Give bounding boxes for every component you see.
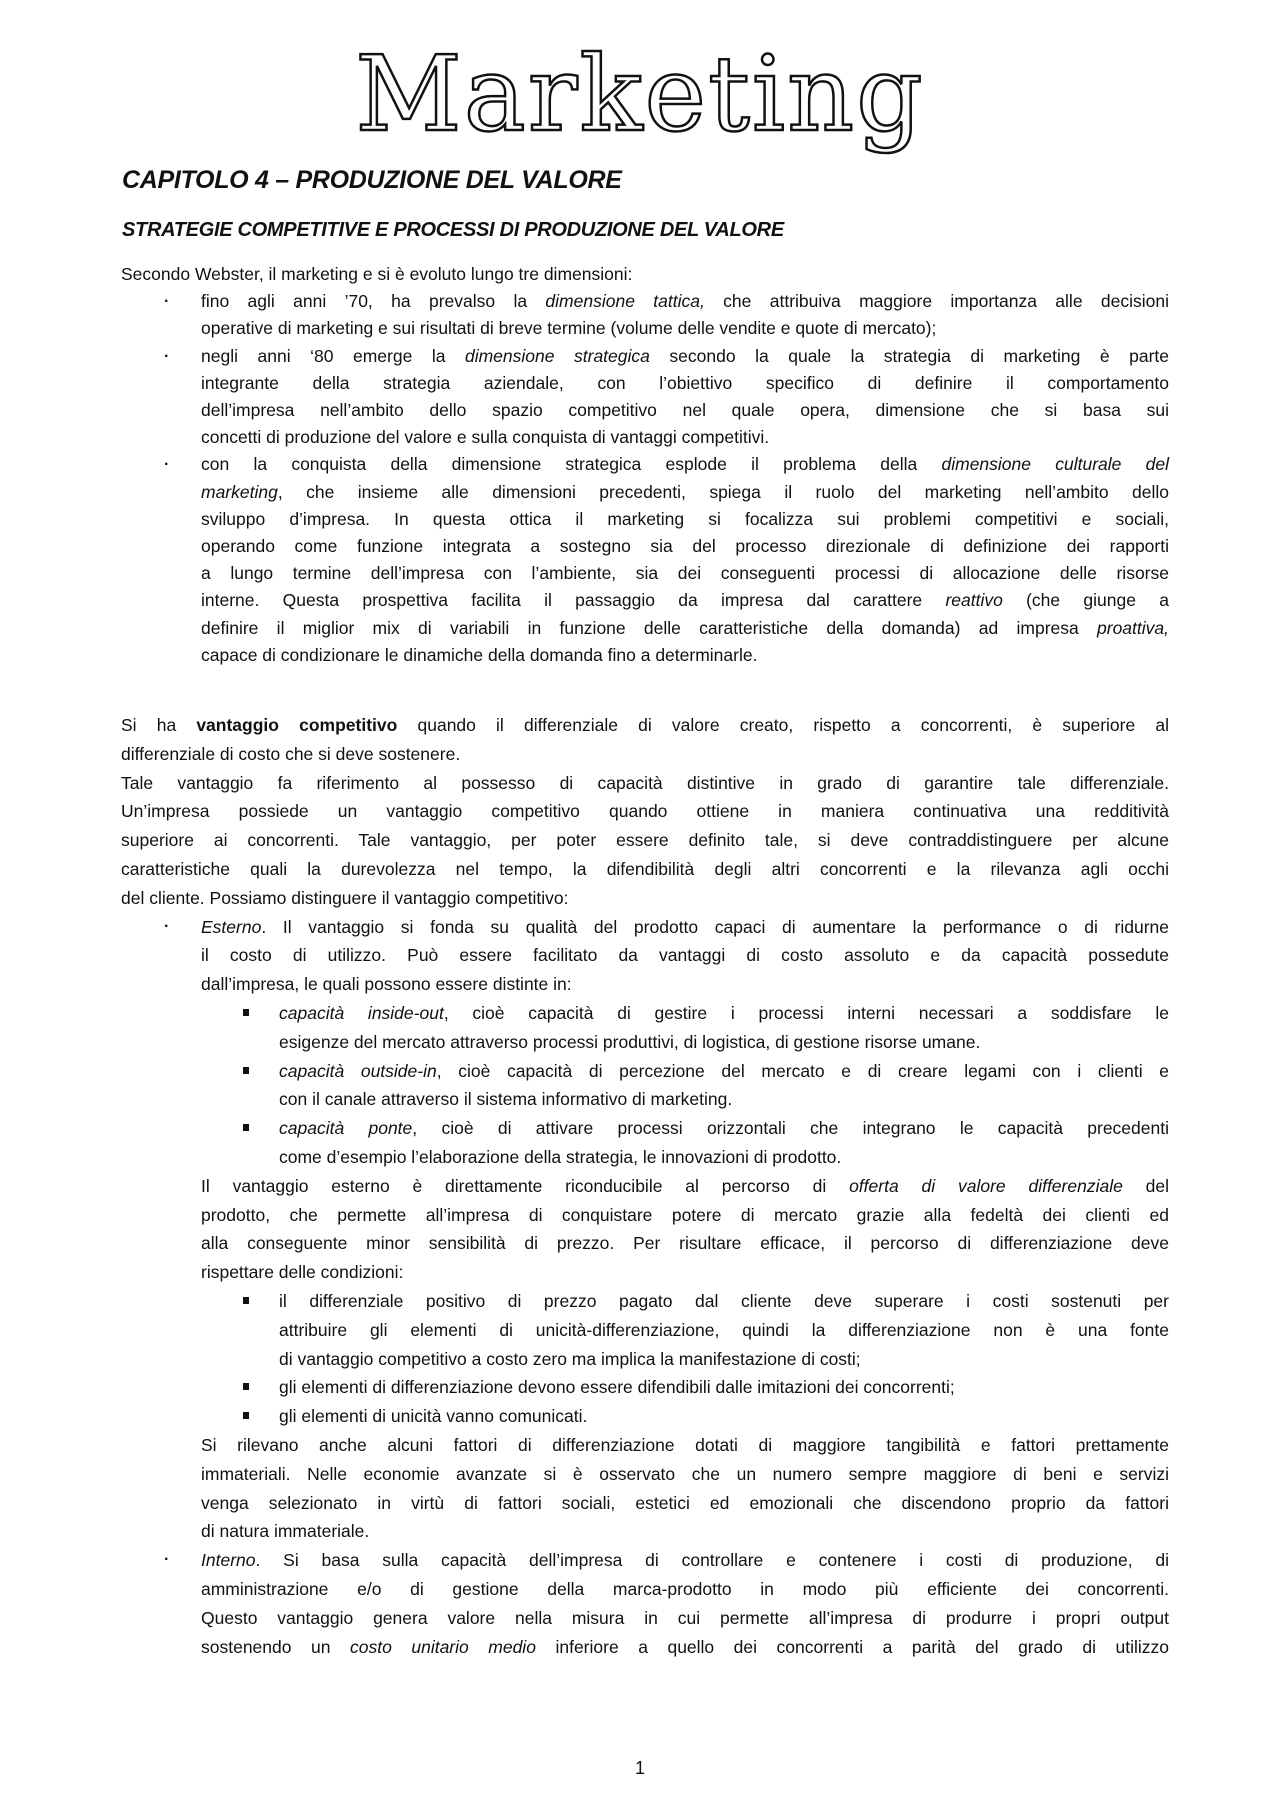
text: operative di marketing e sui risultati di breve termine (volume delle vendite e quote di mercato); [201, 318, 937, 339]
text-line [279, 1373, 1169, 1402]
text: Si ha [121, 715, 197, 735]
text-line [279, 1028, 1169, 1057]
text-line [279, 1316, 1169, 1345]
text: capace di condizionare le dinamiche della domanda fino a determinarle. [201, 644, 758, 665]
text: gli elementi di differenziazione devono essere difendibili dalle imitazioni dei concorrenti; [279, 1377, 955, 1398]
text: di vantaggio competitivo a costo zero ma implica la manifestazione di costi; [279, 1348, 861, 1369]
list-item [121, 343, 1169, 452]
text-line [201, 397, 1169, 424]
bold-text: vantaggio competitivo [196, 715, 398, 735]
list-item [121, 1287, 1169, 1373]
text-line [201, 315, 1169, 342]
text: , cioè capacità di percezione del mercato e di creare legami con i clienti e [436, 1060, 1170, 1081]
list-item [121, 913, 1169, 999]
body-section-webster [121, 261, 1169, 669]
text-line [201, 615, 1169, 642]
text-line [121, 769, 1169, 798]
bullet-dot-icon: · [164, 456, 170, 474]
text: , cioè capacità di gestire i processi interni necessari a soddisfare le [443, 1002, 1170, 1023]
text-line [121, 797, 1169, 826]
text: , cioè di attivare processi orizzontali che integrano le capacità precedenti [412, 1118, 1169, 1139]
text: immateriali. Nelle economie avanzate si è osservato che un numero sempre maggiore di beni e servizi [201, 1463, 1169, 1484]
text-line [201, 1633, 1169, 1662]
bullet-square-icon [243, 1067, 249, 1074]
text: con il canale attraverso il sistema informativo di marketing. [279, 1089, 733, 1110]
text: Un’impresa possiede un vantaggio competitivo quando ottiene in maniera continuativa una redditività [121, 801, 1169, 822]
text-line [279, 999, 1169, 1028]
text: concetti di produzione del valore e sulla conquista di vantaggi competitivi. [201, 427, 770, 448]
italic-text: marketing [201, 481, 278, 502]
paragraph [121, 711, 1169, 769]
text-line [201, 506, 1169, 533]
text-line [121, 261, 1169, 288]
section-title: STRATEGIE COMPETITIVE E PROCESSI DI PRODUZIONE DEL VALORE [122, 219, 784, 241]
text: alla conseguente minor sensibilità di prezzo. Per risultare efficace, il percorso di differenziazione deve [201, 1233, 1169, 1254]
text: dell’impresa nell’ambito dello spazio competitivo nel quale opera, dimensione che si basa sui [201, 400, 1169, 421]
text: superiore ai concorrenti. Tale vantaggio, per poter essere definito tale, si deve contraddistinguere per alcune [121, 830, 1169, 851]
italic-text: reattivo [945, 590, 1003, 611]
text: fino agli anni ’70, ha prevalso la [201, 291, 546, 312]
text: . Il vantaggio si fonda su qualità del prodotto capaci di aumentare la performance o di ridurne [261, 916, 1169, 937]
text-line [279, 1143, 1169, 1172]
text: Secondo Webster, il marketing e si è evoluto lungo tre dimensioni: [121, 264, 633, 284]
bullet-square-icon [243, 1297, 249, 1304]
text: operando come funzione integrata a sostegno sia del processo direzionale di definizione dei rapporti [201, 536, 1169, 557]
text: quando il differenziale di valore creato, rispetto a concorrenti, è superiore al [397, 715, 1170, 735]
text: caratteristiche quali la durevolezza nel tempo, la difendibilità degli altri concorrenti e la rilevanza agli occhi [121, 858, 1169, 879]
text-line [201, 1575, 1169, 1604]
bullet-square-icon [243, 1009, 249, 1016]
text: , che insieme alle dimensioni precedenti, spiega il ruolo del marketing nell’ambito dello [277, 481, 1169, 502]
italic-text: capacità outside-in [279, 1060, 437, 1081]
text-line [201, 1517, 1169, 1546]
bullet-dot-icon: · [164, 293, 170, 311]
body-section-vantaggio-competitivo [121, 711, 1169, 1661]
text-line [121, 855, 1169, 884]
text: integrante della strategia aziendale, con l’obiettivo specifico di definire il comportamento [201, 372, 1169, 393]
page-number: 1 [634, 1758, 645, 1778]
bullet-dot-icon: · [164, 1551, 170, 1569]
text: inferiore a quello dei concorrenti a parità del grado di utilizzo [535, 1636, 1169, 1657]
text-line [279, 1085, 1169, 1114]
text-line [201, 587, 1169, 614]
list-item [121, 1402, 1169, 1431]
list-item [121, 999, 1169, 1057]
text: interne. Questa prospettiva facilita il passaggio da impresa dal carattere [201, 590, 946, 611]
text: Tale vantaggio fa riferimento al possesso di capacità distintive in grado di garantire tale differenziale. [121, 772, 1169, 793]
italic-text: dimensione tattica, [545, 291, 705, 312]
text: Si rilevano anche alcuni fattori di differenziazione dotati di maggiore tangibilità e fattori prettamente [201, 1434, 1169, 1455]
text: di natura immateriale. [201, 1521, 370, 1542]
text: attribuire gli elementi di unicità-differenziazione, quindi la differenziazione non è una fonte [279, 1319, 1169, 1340]
list-item [121, 1373, 1169, 1402]
chapter-title: CAPITOLO 4 – PRODUZIONE DEL VALORE [122, 166, 622, 194]
italic-text: proattiva, [1097, 617, 1169, 638]
text: il differenziale positivo di prezzo pagato dal cliente deve superare i costi sostenuti per [279, 1290, 1169, 1311]
text-line [201, 1546, 1169, 1575]
text: sostenendo un [201, 1636, 350, 1657]
italic-text: capacità ponte [279, 1118, 413, 1139]
text-line [121, 711, 1169, 740]
text-line [121, 740, 1169, 769]
italic-text: dimensione strategica [464, 345, 650, 366]
text: del [1122, 1175, 1170, 1196]
text-line [201, 1258, 1169, 1287]
text: che attribuiva maggiore importanza alle decisioni [704, 291, 1169, 312]
text-line [121, 884, 1169, 913]
text: Il vantaggio esterno è direttamente riconducibile al percorso di [201, 1175, 850, 1196]
text: definire il miglior mix di variabili in funzione delle caratteristiche della domanda) ad impresa [201, 617, 1098, 638]
text-line [201, 1201, 1169, 1230]
italic-text: offerta di valore differenziale [849, 1175, 1123, 1196]
italic-text: capacità inside-out [279, 1002, 444, 1023]
italic-text: Esterno [201, 916, 262, 937]
list-item [121, 451, 1169, 669]
text: esigenze del mercato attraverso processi produttivi, di logistica, di gestione risorse umane. [279, 1031, 981, 1052]
list-item [121, 1057, 1169, 1115]
text: negli anni ‘80 emerge la [201, 345, 465, 366]
italic-text: Interno [201, 1550, 256, 1571]
text: (che giunge a [1002, 590, 1169, 611]
paragraph [121, 1431, 1169, 1546]
text: . Si basa sulla capacità dell’impresa di controllare e contenere i costi di produzione, di [255, 1550, 1169, 1571]
text-line [201, 560, 1169, 587]
text-line [201, 1604, 1169, 1633]
text-line [201, 533, 1169, 560]
text-line [201, 370, 1169, 397]
text: del cliente. Possiamo distinguere il vantaggio competitivo: [121, 887, 569, 908]
paragraph [121, 769, 1169, 913]
marketing-logo: Marketing [355, 33, 925, 155]
text-line [121, 826, 1169, 855]
bullet-square-icon [243, 1412, 249, 1419]
bullet-dot-icon: · [164, 917, 170, 935]
text: amministrazione e/o di gestione della marca-prodotto in modo più efficiente dei concorrenti. [201, 1578, 1169, 1599]
text-line [201, 451, 1169, 478]
text: il costo di utilizzo. Può essere facilitato da vantaggi di costo assoluto e da capacità possedute [201, 945, 1169, 966]
text-line [201, 1172, 1169, 1201]
paragraph [121, 261, 1169, 288]
text-line [201, 970, 1169, 999]
text: a lungo termine dell’impresa con l’ambiente, sia dei conseguenti processi di allocazione delle risorse [201, 563, 1169, 584]
text: come d’esempio l’elaborazione della strategia, le innovazioni di prodotto. [279, 1146, 842, 1167]
text: prodotto, che permette all’impresa di conquistare potere di mercato grazie alla fedeltà dei clienti ed [201, 1204, 1169, 1225]
text: con la conquista della dimensione strategica esplode il problema della [201, 454, 942, 475]
text-line [201, 288, 1169, 315]
paragraph [121, 1172, 1169, 1287]
text: Questo vantaggio genera valore nella misura in cui permette all’impresa di produrre i propri output [201, 1607, 1169, 1628]
italic-text: costo unitario medio [350, 1636, 536, 1657]
bullet-dot-icon: · [164, 347, 170, 365]
text: venga selezionato in virtù di fattori sociali, estetici ed emozionali che discendono proprio da fattori [201, 1492, 1169, 1513]
text-line [201, 424, 1169, 451]
bullet-square-icon [243, 1383, 249, 1390]
text-line [279, 1287, 1169, 1316]
list-item [121, 1114, 1169, 1172]
text-line [279, 1345, 1169, 1374]
text: gli elementi di unicità vanno comunicati. [279, 1406, 588, 1427]
text-line [201, 642, 1169, 669]
text: dall’impresa, le quali possono essere distinte in: [201, 974, 572, 995]
text: rispettare delle condizioni: [201, 1262, 404, 1283]
list-item [121, 288, 1169, 342]
italic-text: dimensione culturale del [941, 454, 1169, 475]
text-line [201, 1229, 1169, 1258]
text: differenziale di costo che si deve sostenere. [121, 743, 461, 764]
text-line [201, 941, 1169, 970]
text-line [201, 913, 1169, 942]
text-line [279, 1057, 1169, 1086]
text-line [201, 1489, 1169, 1518]
list-item [121, 1546, 1169, 1661]
text-line [279, 1114, 1169, 1143]
text-line [201, 1431, 1169, 1460]
text-line [201, 1460, 1169, 1489]
text-line [201, 343, 1169, 370]
bullet-square-icon [243, 1124, 249, 1131]
text: sviluppo d’impresa. In questa ottica il marketing si focalizza sui problemi competitivi e sociali, [201, 508, 1169, 529]
text-line [279, 1402, 1169, 1431]
text-line [201, 479, 1169, 506]
text: secondo la quale la strategia di marketing è parte [649, 345, 1170, 366]
